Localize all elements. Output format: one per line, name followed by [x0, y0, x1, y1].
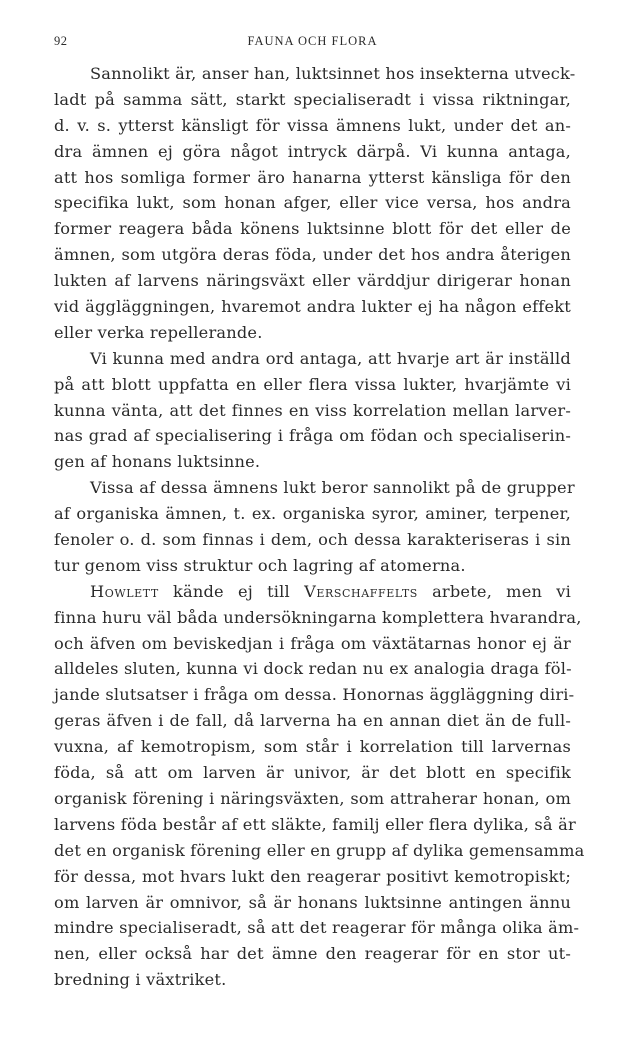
text-line: d. v. s. ytterst känsligt för vissa ämnens lukt, under det an- — [54, 115, 571, 135]
text-line: organisk förening i näringsväxten, som attraherar honan, om — [54, 788, 571, 808]
text-fragment: kände ej till — [173, 581, 290, 601]
text-line: finna huru väl båda undersökningarna komplettera hvarandra, — [54, 607, 582, 627]
text-line: alldeles sluten, kunna vi dock redan nu ex analogia draga föl- — [54, 659, 572, 679]
text-line: af organiska ämnen, t. ex. organiska syror, aminer, terpener, — [54, 504, 571, 524]
text-line: Vissa af dessa ämnens lukt beror sannolikt på de grupper — [90, 478, 575, 498]
text-line: bredning i växtriket. — [54, 970, 227, 990]
text-line: nas grad af specialisering i fråga om födan och specialiserin- — [54, 426, 571, 446]
text-line: om larven är omnivor, så är honans luktsinne antingen ännu — [54, 892, 571, 912]
text-line-with-names — [54, 579, 571, 605]
text-line: former reagera båda könens luktsinne blott för det eller de — [54, 219, 571, 239]
text-line: för dessa, mot hvars lukt den reagerar positivt kemotropiskt; — [54, 866, 571, 886]
text-line: gen af honans luktsinne. — [54, 452, 261, 472]
page-number: 92 — [54, 34, 68, 48]
text-line: vuxna, af kemotropism, som står i korrelation till larvernas — [54, 737, 571, 757]
text-line: eller verka repellerande. — [54, 322, 263, 342]
text-line: ladt på samma sätt, starkt specialiseradt i vissa riktningar, — [54, 89, 571, 109]
text-line: mindre specialiseradt, så att det reagerar för många olika äm- — [54, 918, 580, 938]
text-line: vid äggläggningen, hvaremot andra lukter ej ha någon effekt — [54, 297, 571, 317]
author-name-howlett: Howlett — [90, 581, 159, 601]
body-text — [54, 61, 585, 993]
author-name-verschaffelts: Verschaffelts — [304, 581, 418, 601]
text-line: kunna vänta, att det finnes en viss korrelation mellan larver- — [54, 400, 571, 420]
text-line: det en organisk förening eller en grupp af dylika gemensamma — [54, 840, 585, 860]
text-line: föda, så att om larven är univor, är det blott en specifik — [54, 763, 571, 783]
text-line: dra ämnen ej göra något intryck därpå. Vi kunna antaga, — [54, 141, 571, 161]
text-line: tur genom viss struktur och lagring af atomerna. — [54, 555, 466, 575]
text-line: och äfven om beviskedjan i fråga om växtätarnas honor ej är — [54, 633, 571, 653]
text-line: lukten af larvens näringsväxt eller värddjur dirigerar honan — [54, 271, 571, 291]
text-line: ämnen, som utgöra deras föda, under det hos andra återigen — [54, 245, 571, 265]
text-line: specifika lukt, som honan afger, eller vice versa, hos andra — [54, 193, 571, 213]
text-line: på att blott uppfatta en eller flera vissa lukter, hvarjämte vi — [54, 374, 571, 394]
text-line: att hos somliga former äro hanarna ytterst känsliga för den — [54, 167, 571, 187]
text-line: Vi kunna med andra ord antaga, att hvarje art är inställd — [90, 348, 571, 368]
running-head — [54, 34, 571, 50]
text-fragment: arbete, men vi — [432, 581, 571, 601]
text-line: jande slutsatser i fråga om dessa. Honornas äggläggning diri- — [54, 685, 575, 705]
running-title: FAUNA OCH FLORA — [247, 34, 378, 48]
text-line: Sannolikt är, anser han, luktsinnet hos insekterna utveck- — [90, 64, 576, 83]
text-line: fenoler o. d. som finnas i dem, och dessa karakteriseras i sin — [54, 530, 571, 550]
text-line: nen, eller också har det ämne den reagerar för en stor ut- — [54, 944, 571, 964]
text-line: larvens föda består af ett släkte, familj eller flera dylika, så är — [54, 814, 576, 834]
text-line: geras äfven i de fall, då larverna ha en annan diet än de full- — [54, 711, 571, 731]
